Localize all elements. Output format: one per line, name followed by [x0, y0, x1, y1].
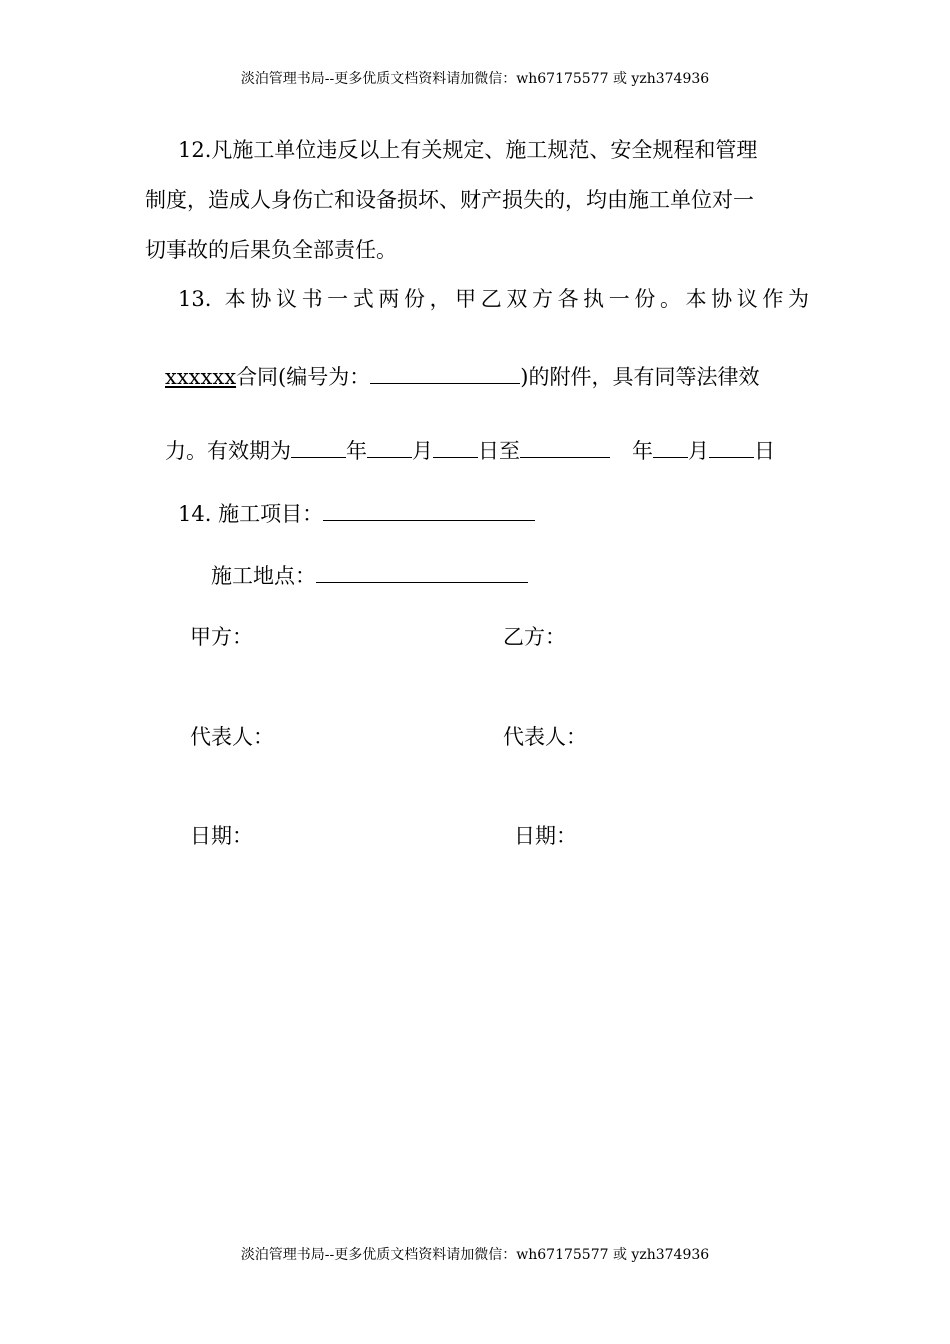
contract-number-blank[interactable] [370, 361, 520, 384]
clause-14-location [211, 560, 528, 591]
rep-a-label: 代表人： [190, 725, 274, 749]
clause-13-text: 本协议书一式两份，甲乙双方各执一份。本协议作为 [224, 287, 814, 311]
clause-13-line-3 [165, 435, 775, 466]
start-year-label: 年 [346, 439, 367, 463]
project-label: 14. 施工项目： [178, 502, 324, 526]
end-day-blank[interactable] [709, 435, 754, 458]
party-b-label: 乙方： [503, 625, 566, 649]
contract-word: 合同(编号为： [236, 365, 371, 389]
rep-b-label: 代表人： [503, 725, 587, 749]
project-blank[interactable] [323, 498, 535, 521]
validity-prefix: 力。有效期为 [165, 439, 291, 463]
location-label: 施工地点： [211, 564, 316, 588]
end-year-blank[interactable] [520, 435, 610, 458]
clause-13-line-1 [178, 284, 814, 314]
clause-12-line-1: 12.凡施工单位违反以上有关规定、施工规范、安全规程和管理 [178, 138, 758, 162]
end-day-label: 日 [754, 439, 775, 463]
contract-end: )的附件，具有同等法律效 [520, 365, 760, 389]
start-day-label: 日至 [478, 439, 520, 463]
end-year-label: 年 [632, 439, 653, 463]
clause-13-line-2 [165, 361, 759, 392]
end-month-label: 月 [688, 439, 709, 463]
date-a-label: 日期： [190, 824, 253, 848]
party-a-label: 甲方： [190, 625, 253, 649]
location-blank[interactable] [316, 560, 528, 583]
start-year-blank[interactable] [291, 435, 346, 458]
start-month-label: 月 [412, 439, 433, 463]
page-footer: 淡泊管理书局--更多优质文档资料请加微信：wh67175577 或 yzh374936 [240, 1247, 710, 1263]
end-month-blank[interactable] [653, 435, 688, 458]
clause-13-number: 13. [178, 287, 212, 311]
date-b-label: 日期： [514, 824, 577, 848]
start-day-blank[interactable] [433, 435, 478, 458]
clause-12-line-3: 切事故的后果负全部责任。 [145, 238, 397, 262]
start-month-blank[interactable] [367, 435, 412, 458]
clause-14-project [178, 498, 535, 529]
clause-12-line-2: 制度，造成人身伤亡和设备损坏、财产损失的，均由施工单位对一 [145, 188, 754, 212]
contract-placeholder: xxxxxx [165, 365, 237, 389]
page-header: 淡泊管理书局--更多优质文档资料请加微信：wh67175577 或 yzh374936 [240, 71, 710, 87]
